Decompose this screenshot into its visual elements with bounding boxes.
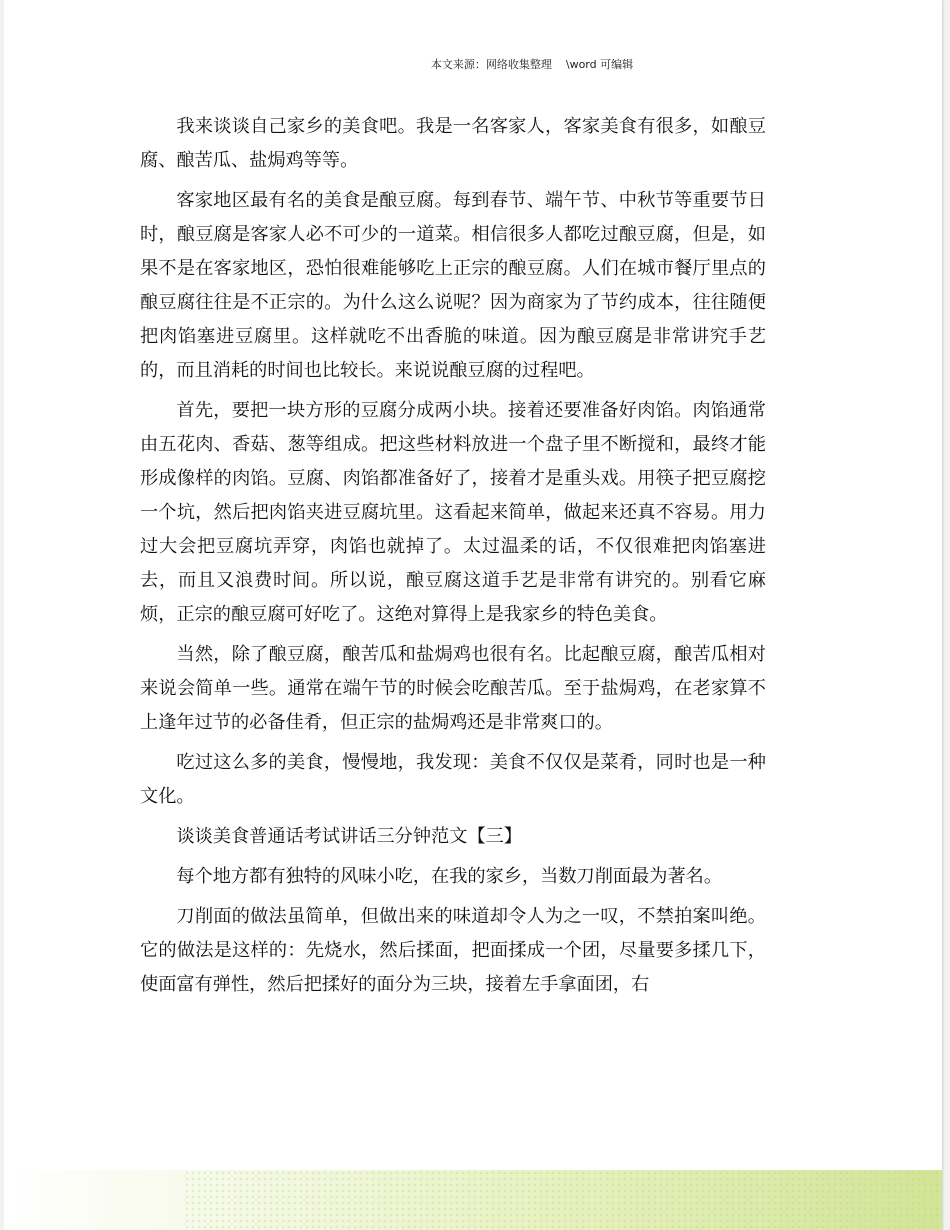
paragraph: 当然，除了酿豆腐，酿苦瓜和盐焗鸡也很有名。比起酿豆腐，酿苦瓜相对来说会简单一些。通常在端午节的时候会吃酿苦瓜。至于盐焗鸡，在老家算不上逢年过节的必备佳肴，但正宗的盐焗鸡还是非常爽口的。 [140,644,766,733]
section-heading: 谈谈美食普通话考试讲话三分钟范文【三】 [176,826,522,847]
paragraph: 刀削面的做法虽简单，但做出来的味道却令人为之一叹，不禁拍案叫绝。它的做法是这样的：先烧水，然后揉面，把面揉成一个团，尽量要多揉几下，使面富有弹性，然后把揉好的面分为三块，接着左手拿面团，右 [140,906,766,995]
page-header [4,56,942,72]
footer-decoration-dots [184,1170,942,1230]
document-body [140,110,766,1008]
paragraph: 每个地方都有独特的风味小吃，在我的家乡，当数刀削面最为著名。 [176,866,723,887]
paragraph: 我来谈谈自己家乡的美食吧。我是一名客家人，客家美食有很多，如酿豆腐、酿苦瓜、盐焗鸡等等。 [140,116,766,171]
header-source: 本文来源：网络收集整理 [430,58,552,71]
paragraph: 吃过这么多的美食，慢慢地，我发现：美食不仅仅是菜肴，同时也是一种文化。 [140,752,766,807]
document-page [4,0,942,1230]
paragraph: 首先，要把一块方形的豆腐分成两小块。接着还要准备好肉馅。肉馅通常由五花肉、香菇、葱等组成。把这些材料放进一个盘子里不断搅和，最终才能形成像样的肉馅。豆腐、肉馅都准备好了，接着才是重头戏。用筷子把豆腐挖一个坑，然后把肉馅夹进豆腐坑里。这看起来简单，做起来还真不容易。用力过大会把豆腐坑弄穿，肉馅也就掉了。太过温柔的话，不仅很难把肉馅塞进去，而且又浪费时间。所以说，酿豆腐这道手艺是非常有讲究的。别看它麻烦，正宗的酿豆腐可好吃了。这绝对算得上是我家乡的特色美食。 [140,400,766,625]
header-editable: \word 可编辑 [565,58,634,71]
paragraph: 客家地区最有名的美食是酿豆腐。每到春节、端午节、中秋节等重要节日时，酿豆腐是客家人必不可少的一道菜。相信很多人都吃过酿豆腐，但是，如果不是在客家地区，恐怕很难能够吃上正宗的酿豆腐。人们在城市餐厅里点的酿豆腐往往是不正宗的。为什么这么说呢？因为商家为了节约成本，往往随便把肉馅塞进豆腐里。这样就吃不出香脆的味道。因为酿豆腐是非常讲究手艺的，而且消耗的时间也比较长。来说说酿豆腐的过程吧。 [140,190,766,381]
